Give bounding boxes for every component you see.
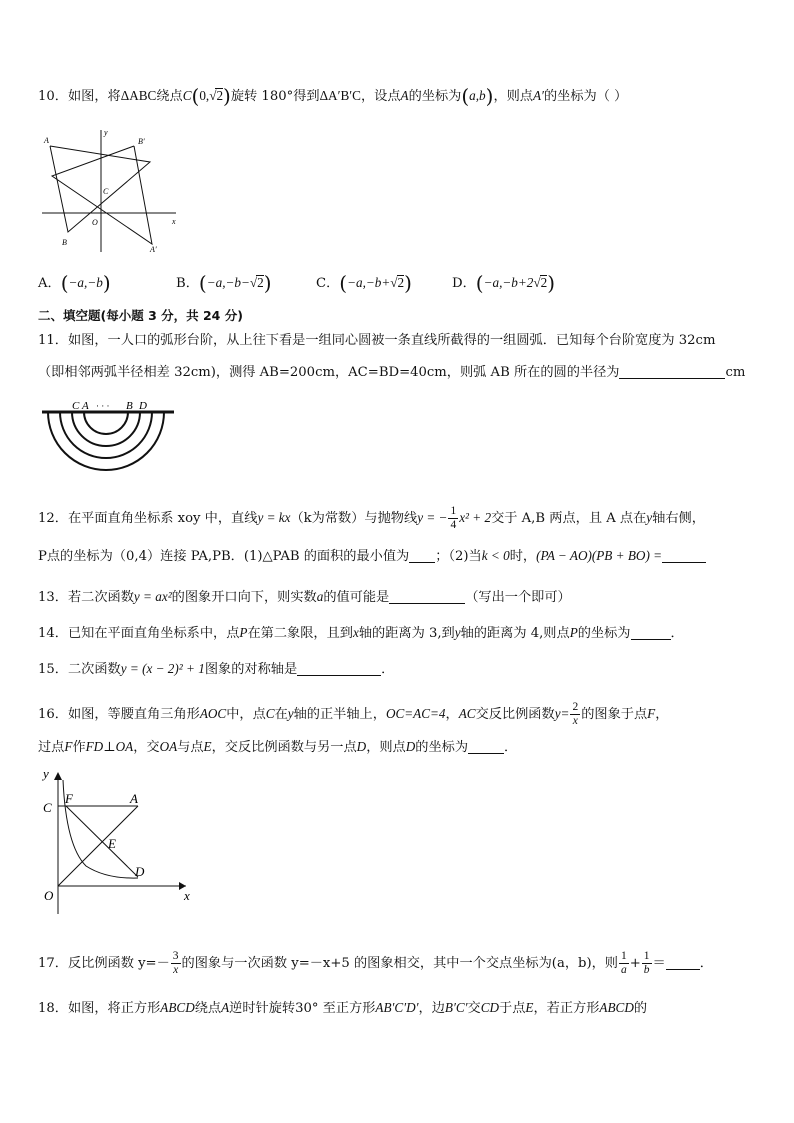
svg-text:O: O xyxy=(44,888,54,903)
q15: 15．二次函数y = (x − 2)² + 1图象的对称轴是 ． xyxy=(38,661,395,677)
svg-text:O: O xyxy=(92,218,98,227)
q16-line1: 16．如图，等腰直角三角形AOC中，点C在y轴的正半轴上，OC=AC=4，AC交反比例函数y= $\frac{2}{x}$ 的图象于点F， xyxy=(38,701,669,727)
svg-text:A′: A′ xyxy=(150,245,157,254)
q10-figure xyxy=(38,126,183,256)
q18: 18．如图，将正方形ABCD绕点A逆时针旋转30° 至正方形AB′C′D′，边B′C′交CD于点E，若正方形ABCD的 xyxy=(38,1000,648,1016)
q10-option-d[interactable]: D．(−a,−b+2√2) xyxy=(452,271,556,295)
svg-text:F: F xyxy=(65,791,73,806)
q12-line2: P点的坐标为（0,4）连接 PA,PB．(1)△PAB 的面积的最小值为 ；（2)当k < 0时，(PA − AO)(PB + BO) = xyxy=(38,546,706,567)
q14: 14．已知在平面直角坐标系中，点P在第二象限，且到x轴的距离为 3,到y轴的距离为 4,则点P的坐标为 ． xyxy=(38,625,684,641)
svg-text:B: B xyxy=(62,238,67,247)
q10-option-c[interactable]: C．(−a,−b+√2) xyxy=(316,271,412,295)
svg-text:A: A xyxy=(82,400,89,412)
q11-answer-blank[interactable] xyxy=(619,364,725,379)
q16-line2: 过点F作FD⊥OA，交OA与点E，交反比例函数与另一点D，则点D的坐标为 ． xyxy=(38,739,518,755)
q17: 17．反比例函数 y=－ $\frac{3}{x}$ 的图象与一次函数 y=－x+5 的图象相交，其中一个交点坐标为(a，b)，则 $\frac{1}{a}$ + $\frac{1}{b}$ ＝ ． xyxy=(38,950,713,976)
svg-text:C: C xyxy=(103,187,109,196)
q15-answer-blank[interactable] xyxy=(297,661,381,676)
svg-text:x: x xyxy=(172,217,176,226)
q10-stem: 10．如图，将ΔABC绕点C(0,√2)旋转 180°得到ΔA′B′C，设点A的坐标为(a,b)，则点A′的坐标为（ ） xyxy=(38,84,628,108)
q12-line1: 12．在平面直角坐标系 xoy 中，直线y = kx（k为常数）与抛物线y = − $\frac{1}{4}$ x² + 2交于 A,B 两点，且 A 点在y轴右侧， xyxy=(38,505,705,531)
q11-figure xyxy=(38,398,178,480)
svg-text:y: y xyxy=(104,128,108,137)
section-heading: 二、填空题(每小题 3 分，共 24 分) xyxy=(38,308,243,323)
svg-text:E: E xyxy=(108,836,116,851)
svg-text:B′: B′ xyxy=(138,137,145,146)
svg-text:D: D xyxy=(139,400,147,412)
q10-option-a[interactable]: A．(−a,−b) xyxy=(38,271,111,295)
q13-answer-blank[interactable] xyxy=(389,589,465,604)
q10-option-b[interactable]: B．(−a,−b−√2) xyxy=(176,271,272,295)
svg-text:· · ·: · · · xyxy=(96,401,110,411)
q16-answer-blank[interactable] xyxy=(468,739,504,754)
q16-figure xyxy=(38,766,198,918)
svg-text:y: y xyxy=(43,766,49,781)
svg-text:A: A xyxy=(44,136,49,145)
hyperbola-curve xyxy=(63,780,138,878)
svg-text:C: C xyxy=(43,800,52,815)
svg-text:x: x xyxy=(184,888,190,903)
q17-answer-blank[interactable] xyxy=(666,955,700,970)
q11-line1: 11．如图，一人口的弧形台阶，从上往下看是一组同心圆被一条直线所截得的一组圆弧．已知每个台阶宽度为 32cm xyxy=(38,333,716,348)
q13: 13．若二次函数y = ax²的图象开口向下，则实数a的值可能是 （写出一个即可） xyxy=(38,589,571,605)
svg-text:B: B xyxy=(126,400,133,412)
svg-text:A: A xyxy=(130,791,138,806)
svg-text:D: D xyxy=(135,864,145,879)
q12-answer1-blank[interactable] xyxy=(409,548,435,563)
segment-oa xyxy=(58,806,138,886)
q12-answer2-blank[interactable] xyxy=(662,548,706,563)
q14-answer-blank[interactable] xyxy=(631,625,671,640)
svg-text:C: C xyxy=(72,400,80,412)
q11-line2: （即相邻两弧半径相差 32cm)，测得 AB=200cm，AC=BD=40cm，则弧 AB 所在的圆的半径为 cm xyxy=(38,365,746,380)
